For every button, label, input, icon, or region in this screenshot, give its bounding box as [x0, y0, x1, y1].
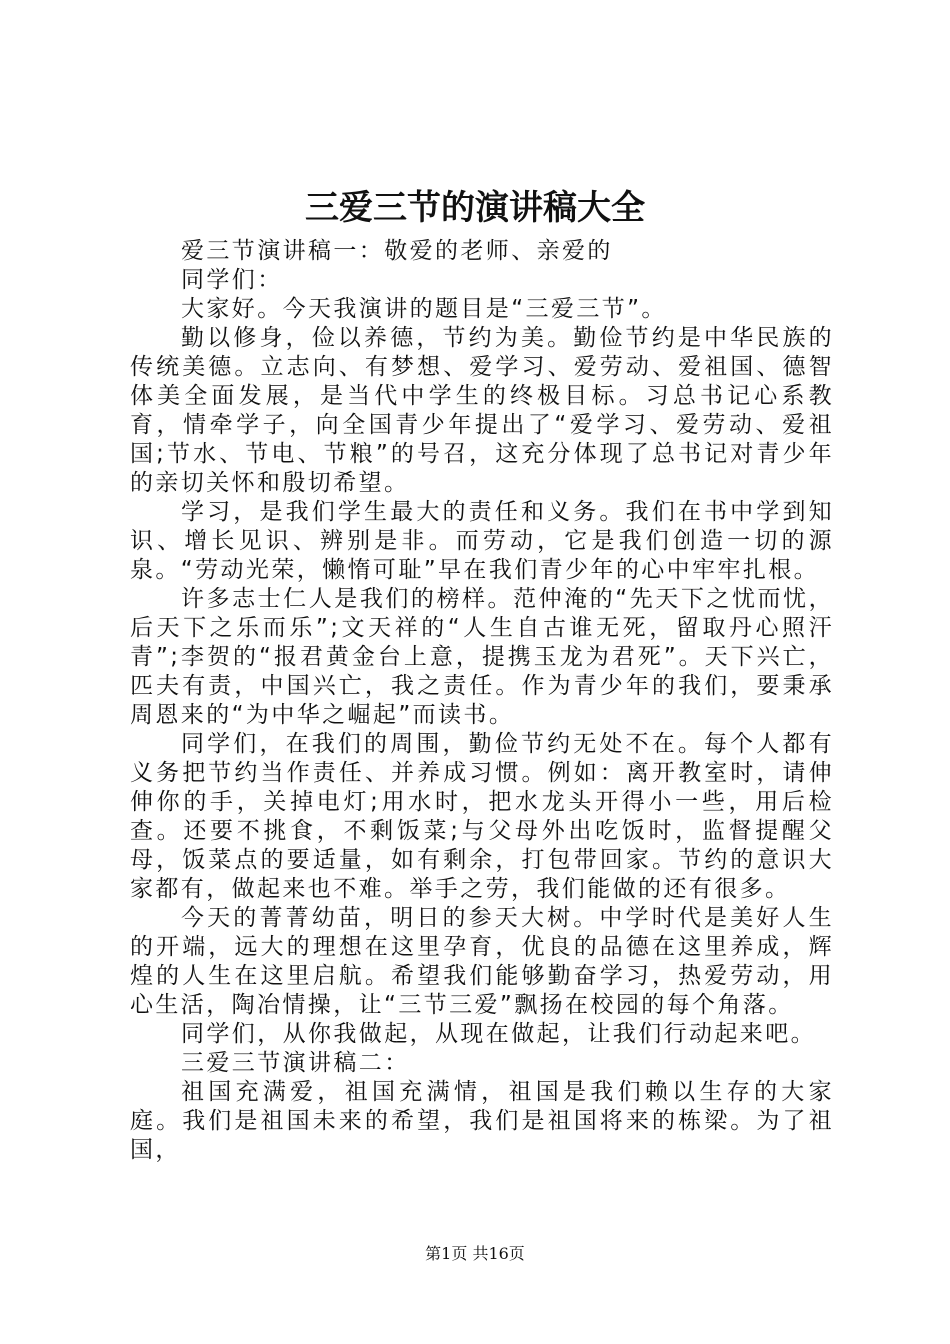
paragraph: 三爱三节演讲稿二： [181, 1050, 410, 1076]
paragraph: 同学们，从你我做起，从现在做起，让我们行动起来吧。 [181, 1021, 816, 1047]
paragraph: 同学们，在我们的周围，勤俭节约无处不在。每个人都有义务把节约当作责任、并养成习惯。例如：离开教室时，请伸伸你的手，关掉电灯;用水时，把水龙头开得小一些，用后检查。还要不挑食，不剩饭菜;与父母外出吃饭时，监督提醒父母，饭菜点的要适量，如有剩余，打包带回家。节约的意识大家都有，做起来也不难。举手之劳，我们能做的还有很多。 [130, 731, 834, 902]
paragraph: 勤以修身，俭以养德，节约为美。勤俭节约是中华民族的传统美德。立志向、有梦想、爱学习、爱劳动、爱祖国、德智体美全面发展，是当代中学生的终极目标。习总书记心系教育，情牵学子，向全国青少年提出了“爱学习、爱劳动、爱祖国;节水、节电、节粮”的号召，这充分体现了总书记对青少年的亲切关怀和殷切希望。 [130, 325, 834, 496]
page-number-footer: 第1页 共16页 [425, 1244, 525, 1263]
paragraph: 祖国充满爱，祖国充满情，祖国是我们赖以生存的大家庭。我们是祖国未来的希望，我们是祖国将来的栋梁。为了祖国， [130, 1079, 834, 1163]
paragraph: 爱三节演讲稿一：敬爱的老师、亲爱的 [181, 238, 613, 264]
paragraph: 大家好。今天我演讲的题目是“三爱三节”。 [181, 296, 667, 322]
document-title: 三爱三节的演讲稿大全 [305, 188, 645, 228]
document-body [130, 237, 834, 1165]
paragraph: 同学们： [181, 267, 283, 293]
paragraph: 许多志士仁人是我们的榜样。范仲淹的“先天下之忧而忧，后天下之乐而乐”;文天祥的“人生自古谁无死，留取丹心照汗青”;李贺的“报君黄金台上意，提携玉龙为君死”。天下兴亡，匹夫有责，中国兴亡，我之责任。作为青少年的我们，要秉承周恩来的“为中华之崛起”而读书。 [130, 586, 834, 728]
paragraph: 学习，是我们学生最大的责任和义务。我们在书中学到知识、增长见识、辨别是非。而劳动，它是我们创造一切的源泉。“劳动光荣，懒惰可耻”早在我们青少年的心中牢牢扎根。 [130, 499, 834, 583]
paragraph: 今天的菁菁幼苗，明日的参天大树。中学时代是美好人生的开端，远大的理想在这里孕育，优良的品德在这里养成，辉煌的人生在这里启航。希望我们能够勤奋学习，热爱劳动，用心生活，陶冶情操，让“三节三爱”飘扬在校园的每个角落。 [130, 905, 834, 1018]
